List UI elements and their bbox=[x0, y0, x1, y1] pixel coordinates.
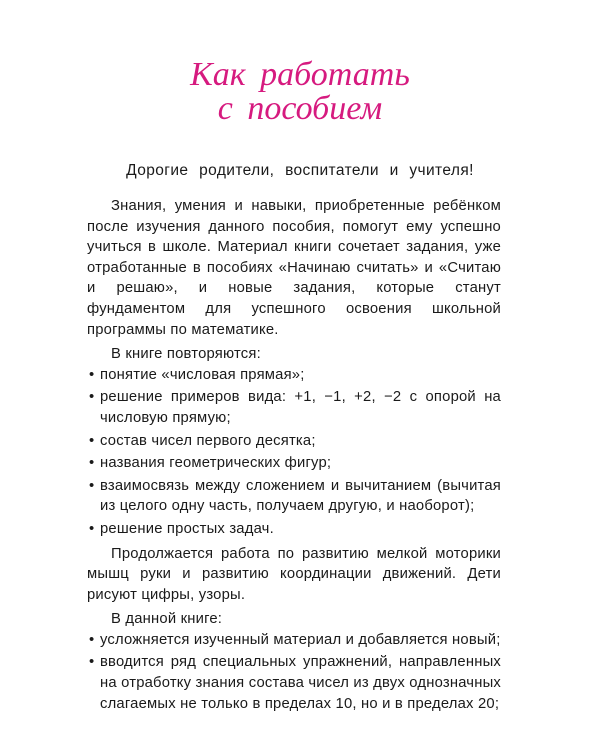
repeat-list bbox=[87, 365, 501, 540]
list-item: • вводится ряд специальных упражнений, направленных на отработку знания состава чисел из двух однозначных слагаемых не только в пределах 10, но и в пределах 20; bbox=[89, 654, 502, 712]
list-item: • усложняется изученный материал и добавляется новый; bbox=[87, 630, 501, 651]
bullet-icon: • bbox=[89, 520, 95, 537]
repeat-lead: В книге повторяются: bbox=[111, 346, 261, 363]
book-lead: В данной книге: bbox=[111, 611, 223, 628]
list-item: • названия геометрических фигур; bbox=[87, 453, 501, 474]
bullet-icon: • bbox=[89, 477, 95, 494]
bullet-icon: • bbox=[89, 389, 95, 406]
page-title bbox=[0, 58, 600, 126]
body-text bbox=[87, 196, 501, 718]
greeting: Дорогие родители, воспитатели и учителя! bbox=[126, 162, 474, 179]
title-line-1: Как работать bbox=[190, 56, 410, 93]
bullet-icon: • bbox=[89, 455, 95, 472]
list-item: • решение простых задач. bbox=[87, 519, 501, 540]
list-item: • состав чисел первого десятка; bbox=[87, 431, 501, 452]
bullet-icon: • bbox=[89, 631, 95, 648]
title-line-2: с пособием bbox=[217, 90, 383, 127]
bullet-icon: • bbox=[89, 654, 95, 671]
book-list bbox=[87, 630, 501, 714]
bullet-icon: • bbox=[89, 366, 95, 383]
motor-paragraph: Продолжается работа по развитию мелкой моторики мышц руки и развитию координации движений. Дети рисуют цифры, узоры. bbox=[87, 545, 501, 603]
list-item: • взаимосвязь между сложением и вычитанием (вычитая из целого одну часть, получаем другую, и наоборот); bbox=[89, 477, 501, 515]
intro-paragraph: Знания, умения и навыки, приобретенные ребёнком после изучения данного пособия, помогут ему успешно учиться в школе. Материал книги сочетает задания, уже отработанные в пособиях «Начинаю считать» и «Считаю и решаю», и новые задания, которые станут фундаментом для успешного освоения школьной программы по математике. bbox=[87, 198, 501, 338]
bullet-icon: • bbox=[89, 432, 95, 449]
list-item: • решение примеров вида: +1, −1, +2, −2 с опорой на числовую прямую; bbox=[89, 389, 501, 426]
list-item: • понятие «числовая прямая»; bbox=[87, 365, 501, 386]
